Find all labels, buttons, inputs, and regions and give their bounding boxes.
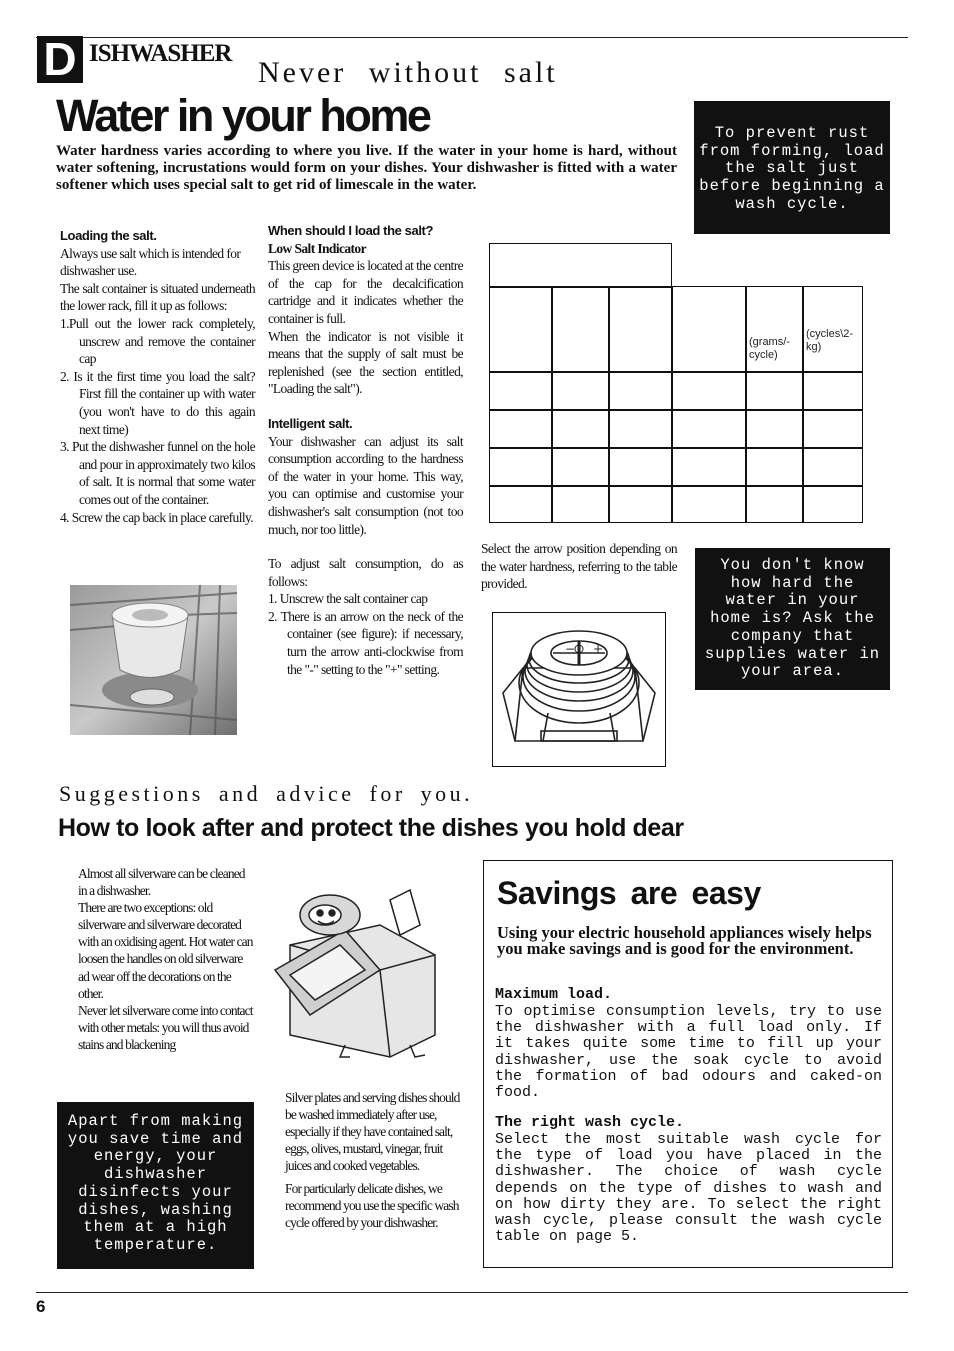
page-title: Water in your home <box>56 90 430 141</box>
adjust-step-1: 1. Unscrew the salt container cap <box>268 591 428 607</box>
dishes-heading: How to look after and protect the dishes you hold dear <box>58 814 684 842</box>
salt-container-photo <box>70 585 237 735</box>
silverware-column <box>78 865 254 1053</box>
top-rule <box>36 37 908 38</box>
table-unit-cycles: (cycles\2-kg) <box>806 328 854 353</box>
silver-plates-column <box>285 1089 463 1231</box>
when-p4: To adjust salt consumption, do as follows: <box>268 556 463 589</box>
when-load-column <box>268 222 463 678</box>
plates-p2: For particularly delicate dishes, we recommend you use the specific wash cycle offered by your dishwasher. <box>285 1181 459 1230</box>
table-unit-grams: (grams/-cycle) <box>749 336 790 361</box>
loading-salt-column <box>60 227 255 526</box>
arrow-caption: Select the arrow position depending on the water hardness, referring to the table provided. <box>481 541 677 592</box>
max-load-text: To optimise consumption levels, try to use the dishwasher with a full load only. If it takes quite some time to fill up your dishwasher, use the soak cycle to avoid the formation of bad odours and caked-on food. <box>495 1003 882 1102</box>
loading-step-2: 2. Is it the first time you load the salt? First fill the container up with water (you won't have to do this again next time) <box>60 368 255 437</box>
plates-p1: Silver plates and serving dishes should be washed immediately after use, especially if they have contained salt, eggs, olives, mustard, vinegar, fruit juices and cooked vegetables. <box>285 1090 460 1173</box>
when-p2: When the indicator is not visible it means that the supply of salt must be replenished (see the section entitled, "Loading the salt"). <box>268 328 463 397</box>
loading-step-3: 3. Put the dishwasher funnel on the hole and pour in approximately two kilos of salt. It is normal that some water comes out of the container. <box>60 439 255 507</box>
savings-title: Savings are easy <box>497 875 761 911</box>
loading-heading: Loading the salt. <box>60 228 157 243</box>
when-p3: Your dishwasher can adjust its salt consumption according to the hardness of the water in your home. This way, you can optimise and customise your dishwasher's salt consumption (not too much, nor too little). <box>268 433 463 537</box>
hardness-callout: You don't know how hard the water in your home is? Ask the company that supplies water in your area. <box>695 548 890 690</box>
loading-step-1: 1.Pull out the lower rack completely, unscrew and remove the container cap <box>60 315 255 367</box>
disinfect-callout: Apart from making you save time and energy, your dishwasher disinfects your dishes, washing them at a high temperature. <box>57 1102 254 1269</box>
suggestions-subtitle: Suggestions and advice for you. <box>59 781 474 806</box>
svg-text:−: − <box>565 642 576 656</box>
wash-cycle-text: Select the most suitable wash cycle for the type of load you have placed in the dishwasher. The choice of wash cycle depends on the type of dishes to wash and on how dirty they are. To select the right wash cycle, please consult the wash cycle table on page 5. <box>495 1131 882 1246</box>
wash-cycle-heading: The right wash cycle. <box>495 1114 685 1131</box>
rust-callout: To prevent rust from forming, load the salt just before beginning a wash cycle. <box>694 101 890 234</box>
bottom-rule <box>36 1292 908 1293</box>
silver-p3: Never let silverware come into contact with other metals: you will thus avoid stains and blackening <box>78 1002 253 1052</box>
max-load-heading: Maximum load. <box>495 986 613 1003</box>
section-name: ISHWASHER <box>89 40 232 67</box>
loading-step-4: 4. Screw the cap back in place carefully. <box>60 509 254 525</box>
silver-p2: There are two exceptions: old silverware and silverware decorated with an oxidising agent. Hot water can loosen the handles on old silverware ad wear off the decorations on the other. <box>78 900 253 1001</box>
dropcap: D <box>37 36 83 83</box>
when-p1: This green device is located at the centre of the cap for the decalcification cartridge and it indicates whether the container is full. <box>268 258 463 326</box>
adjust-step-2: 2. There is an arrow on the neck of the container (see figure): if necessary, turn the arrow anti-clockwise from the "-" setting to the "+" setting. <box>268 608 463 677</box>
when-heading: When should I load the salt? <box>268 223 434 238</box>
silver-p1: Almost all silverware can be cleaned in a dishwasher. <box>78 866 245 899</box>
loading-p2: The salt container is situated underneath the lower rack, fill it up as follows: <box>60 280 255 314</box>
page-subtitle: Never without salt <box>258 56 558 89</box>
intro-text: Water hardness varies according to where you live. If the water in your home is hard, without water softening, incrustations would form on your dishes. Your dishwasher is fitted with a water softener which uses special salt to get rid of limescale in the water. <box>56 143 677 193</box>
dishwasher-illustration <box>270 885 440 1060</box>
svg-text:+: + <box>593 642 604 656</box>
page-number: 6 <box>36 1297 46 1316</box>
intelligent-heading: Intelligent salt. <box>268 415 353 431</box>
low-salt-heading: Low Salt Indicator <box>268 240 366 256</box>
salt-cap-figure <box>492 612 666 767</box>
savings-intro: Using your electric household appliances wisely helps you make savings and is good for the environment. <box>497 923 872 959</box>
loading-p1: Always use salt which is intended for dishwasher use. <box>60 245 241 279</box>
